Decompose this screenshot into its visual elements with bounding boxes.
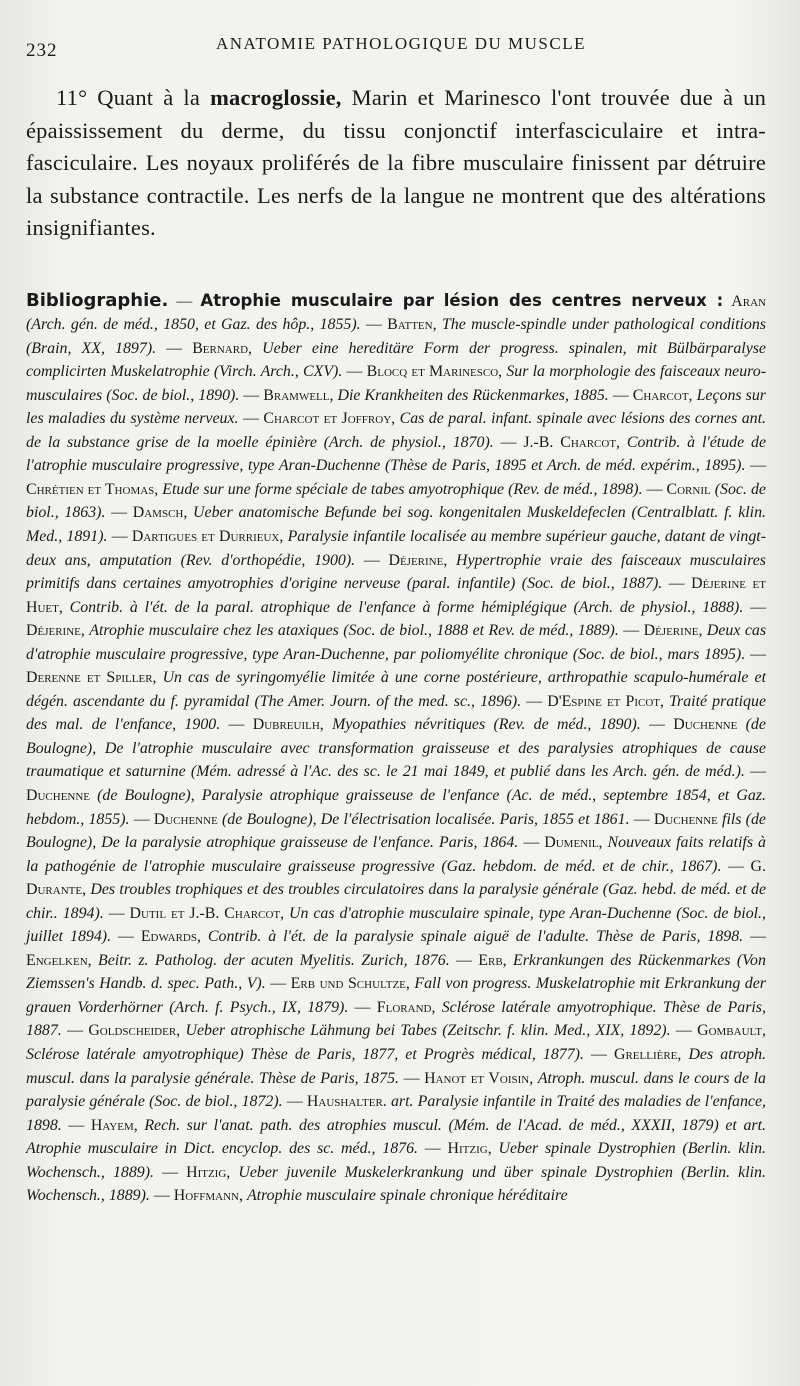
entry-author: Hanot et Voisin,	[424, 1069, 534, 1087]
running-head	[26, 30, 766, 70]
entry-text: Ueber juvenile Muskelerkrankung und über spinale Dystrophien (Berlin. klin. Wochensch., 1889).	[26, 1163, 766, 1205]
entry-author: Grellière,	[613, 1046, 682, 1063]
entry-author: Haushalter.	[306, 1093, 387, 1111]
entry-text: Atrophie musculaire spinale chronique héréditaire	[246, 1187, 568, 1205]
entry-author: Erb und Schultze,	[290, 975, 410, 993]
entry-author: Déjerine,	[643, 622, 703, 640]
entry-author: G. Durante,	[26, 857, 766, 899]
entry-text: (Soc. de biol., 1863).	[26, 480, 766, 522]
entry-separator: —	[500, 433, 517, 451]
entry-text: fils (de Boulogne), De la paralysie atrophique graisseuse de l'enfance. Paris, 1864.	[26, 810, 766, 852]
entry-text: Die Krankheiten des Rückenmarkes, 1885.	[337, 386, 609, 404]
bibliography	[26, 289, 766, 1208]
entry-text: Atroph. muscul. dans le cours de la paralysie générale (Soc. de biol., 1872).	[26, 1069, 766, 1111]
entry-separator: —	[270, 975, 287, 993]
entry-text: Contrib. à l'étude de l'atrophie musculaire progressive, type Aran-Duchenne (Thèse de Paris, 1895 et Arch. de méd. expérim., 1895).	[26, 433, 767, 475]
entry-separator: —	[649, 716, 665, 734]
entry-text: Sur la morphologie des faisceaux neuro-musculaires (Soc. de biol., 1890).	[26, 363, 766, 404]
bibliography-heading: Bibliographie.	[26, 289, 169, 311]
entry-author: Florand,	[376, 998, 436, 1016]
entry-separator: —	[133, 810, 150, 828]
entry-author: Hitzig,	[447, 1140, 492, 1158]
entry-author: Goldscheider,	[88, 1022, 181, 1040]
entry-separator: —	[108, 904, 125, 922]
bibliography-entry	[150, 1187, 568, 1204]
entry-text: Paralysie infantile localisée au membre supérieur gauche, datant de vingt-deux ans, amputation (Rev. d'orthopédie, 1900).	[26, 527, 766, 569]
entry-separator: —	[67, 1022, 83, 1040]
entry-separator: —	[526, 692, 543, 710]
entry-text: (de Boulogne), De l'atrophie musculaire avec transformation graisseuse et des paralysies atrophiques de cause traumatique et saturnine (Mém. adressé à l'Ac. des sc. le 21 mai 1849, et publié dans les Arch. gén. de méd.).	[26, 716, 766, 781]
item-number: 11°	[56, 85, 88, 110]
entry-text: (Arch. gén. de méd., 1850, et Gaz. des hôp., 1855).	[26, 316, 361, 334]
entry-author: Cornil	[666, 480, 711, 498]
intro-text: Marin et Marinesco l'ont trouvée due à un épaississement du derme, du tissu conjonctif interfasciculaire et intra-fasciculaire. Les noyaux proliférés de la fibre musculaire finissent par détruire la substance contractile. Les nerfs de la langue ne montrent que des altérations insignifiantes.	[26, 85, 767, 240]
entry-text: Des atroph. muscul. dans la paralysie générale. Thèse de Paris, 1875.	[26, 1046, 766, 1087]
entry-separator: —	[162, 1163, 178, 1181]
entry-text: Fall von progress. Muskelatrophie mit Erkrankung der grauen Vorderhörner (Arch. f. Psych., IX, 1879).	[26, 975, 766, 1016]
entry-separator: —	[424, 1140, 441, 1158]
entry-author: Hayem,	[90, 1116, 138, 1134]
entry-author: Duchenne	[153, 810, 218, 828]
entry-separator: —	[612, 386, 629, 404]
entry-text: Contrib. à l'ét. de la paralysie spinale aiguë de l'adulte. Thèse de Paris, 1898.	[207, 928, 744, 946]
entry-text: Rech. sur l'anat. path. des atrophies muscul. (Mém. de l'Acad. de méd., XXXII, 1879) et art. Atrophie musculaire in Dict. encyclop. des sc. méd., 1876.	[26, 1116, 766, 1158]
entry-author: Blocq et Marinesco,	[366, 363, 503, 381]
entry-text: Des troubles trophiques et des troubles circulatoires dans la paralysie générale (Gaz. hebd. de méd. et de chir.. 1894).	[26, 881, 766, 922]
entry-text: Sclérose latérale amyotrophique. Thèse de Paris, 1887.	[26, 998, 766, 1040]
entry-author: Damsch,	[132, 504, 188, 522]
entry-author: Batten,	[387, 316, 437, 334]
bibliography-entries	[26, 290, 767, 1205]
entry-text: Ueber anatomische Befunde bei sog. kongenitalen Muskeldefeclen (Centralblatt. f. klin. Med., 1891).	[26, 504, 766, 545]
entry-separator: —	[68, 1116, 85, 1134]
entry-separator: —	[750, 763, 766, 781]
entry-separator: —	[750, 928, 766, 946]
entry-separator: —	[242, 410, 259, 428]
entry-separator: —	[111, 504, 128, 522]
entry-text: Beitr. z. Patholog. der acuten Myelitis. Zurich, 1876.	[97, 951, 450, 969]
entry-separator: —	[346, 363, 363, 381]
entry-author: Bramwell,	[263, 386, 334, 404]
entry-separator: —	[591, 1046, 607, 1063]
entry-separator: —	[675, 1022, 692, 1040]
entry-author: Engelken,	[26, 951, 92, 969]
entry-text: Etude sur une forme spéciale de tabes amyotrophique (Rev. de méd., 1898).	[162, 480, 643, 498]
entry-separator: —	[111, 527, 128, 545]
entry-author: Dubreuilh,	[252, 716, 324, 734]
bibliography-entry	[220, 716, 641, 733]
entry-author: Duchenne	[26, 786, 91, 804]
entry-separator: —	[363, 551, 380, 569]
entry-separator: —	[456, 951, 472, 969]
entry-text: Sclérose latérale amyotrophique) Thèse de Paris, 1877, et Progrès médical, 1877).	[26, 1046, 584, 1063]
entry-author: Déjerine et Huet,	[26, 575, 766, 616]
entry-separator: —	[286, 1093, 303, 1111]
entry-author: Derenne et Spiller,	[26, 669, 157, 687]
entry-text: Deux cas d'atrophie musculaire progressive, type Aran-Duchenne, par poliomyélite chronique (Soc. de biol., mars 1895).	[26, 622, 767, 663]
entry-author: J.-B. Charcot,	[523, 433, 621, 451]
entry-author: Duchenne	[673, 716, 738, 734]
entry-separator: —	[750, 457, 766, 475]
entry-separator: —	[668, 575, 685, 593]
entry-text: art. Paralysie infantile in Traité des maladies de l'enfance, 1898.	[26, 1093, 766, 1134]
entry-text: Traité pratique des mal. de l'enfance, 1900.	[26, 692, 766, 734]
entry-separator: —	[228, 716, 245, 734]
entry-text: Erkrankungen des Rückenmarkes (Von Ziemssen's Handb. d. spec. Path., V).	[26, 951, 766, 993]
entry-text: Contrib. à l'ét. de la paral. atrophique de l'enfance à forme hémiplégique (Arch. de physiol., 1888).	[69, 598, 744, 616]
entry-author: Hitzig,	[186, 1163, 231, 1181]
entry-text: Atrophie musculaire chez les ataxiques (Soc. de biol., 1888 et Rev. de méd., 1889).	[89, 622, 619, 640]
intro-term: macroglossie,	[210, 85, 342, 110]
entry-author: Gombault,	[697, 1022, 766, 1040]
entry-author: Dumenil,	[544, 834, 603, 852]
entry-separator: —	[153, 1187, 170, 1205]
entry-text: Nouveaux faits relatifs à la pathogénie de l'atrophie musculaire graisseuse progressive (Gaz. hebdom. de méd. et de chir., 1867).	[26, 834, 766, 875]
entry-text: (de Boulogne), De l'électrisation localisée. Paris, 1855 et 1861.	[221, 810, 630, 828]
entry-author: Charcot et Joffroy,	[263, 410, 396, 428]
entry-author: Déjerine,	[26, 622, 85, 640]
bibliography-entry	[111, 928, 743, 945]
entry-text: (de Boulogne), Paralysie atrophique graisseuse de l'enfance (Ac. de méd., septembre 1854, et Gaz. hebdom., 1855).	[26, 786, 766, 828]
entry-separator: —	[646, 480, 663, 498]
entry-author: Déjerine,	[388, 551, 448, 569]
entry-author: Bernard,	[192, 339, 252, 357]
bibliography-subject: Atrophie musculaire par lésion des centres nerveux :	[200, 290, 724, 310]
entry-text: Leçons sur les maladies du système nerveux.	[26, 386, 766, 428]
intro-paragraph	[26, 82, 766, 245]
entry-text: Ueber atrophische Lähmung bei Tabes (Zeitschr. f. klin. Med., XIX, 1892).	[185, 1022, 671, 1040]
entry-text: Un cas d'atrophie musculaire spinale, type Aran-Duchenne (Soc. de biol., juillet 1894).	[26, 904, 767, 946]
entry-separator: —	[523, 834, 540, 852]
entry-author: Hoffmann,	[173, 1187, 243, 1205]
bibliography-entry	[239, 387, 608, 404]
intro-quant: Quant à la	[97, 85, 201, 110]
entry-separator: —	[166, 339, 183, 357]
page-number: 232	[26, 40, 58, 61]
entry-separator: —	[750, 598, 766, 616]
entry-separator: —	[633, 810, 650, 828]
entry-separator: —	[243, 386, 260, 404]
entry-text: Cas de paral. infant. spinale avec lésions des cornes ant. de la substance grise de la moelle épinière (Arch. de physiol., 1870).	[26, 410, 766, 451]
entry-text: Hypertrophie vraie des faisceaux musculaires primitifs dans certaines amyotrophies d'origine nerveuse (paral. infantile) (Soc. de biol., 1887).	[26, 551, 766, 593]
entry-author: Aran	[731, 292, 766, 310]
entry-text: Myopathies névritiques (Rev. de méd., 1890).	[332, 716, 641, 734]
entry-text: Ueber spinale Dystrophien (Berlin. klin. Wochensch., 1889).	[26, 1140, 766, 1181]
entry-separator: —	[728, 857, 744, 875]
entry-author: Duchenne	[653, 810, 718, 828]
entry-author: Charcot,	[632, 386, 693, 404]
entry-separator: —	[623, 622, 640, 640]
entry-separator: —	[365, 316, 382, 334]
entry-author: Dartigues et Durrieux,	[131, 527, 284, 545]
entry-author: Edwards,	[140, 928, 201, 946]
entry-separator: —	[118, 928, 134, 946]
entry-author: D'Espine et Picot,	[547, 692, 664, 710]
entry-text: The muscle-spindle under pathological conditions (Brain, XX, 1897).	[26, 316, 766, 357]
entry-author: Chrétien et Thomas,	[26, 480, 159, 498]
entry-text: Ueber eine hereditäre Form der progress. spinalen, mit Bülbärparalyse complicirten Muskelatrophie (Virch. Arch., CXV).	[26, 339, 766, 381]
running-title: ANATOMIE PATHOLOGIQUE DU MUSCLE	[216, 34, 586, 53]
bibliography-entry	[130, 811, 630, 828]
bibliography-entry	[62, 1022, 671, 1039]
bibliography-dash: —	[176, 292, 193, 310]
entry-author: Dutil et J.-B. Charcot,	[129, 904, 285, 922]
entry-separator: —	[403, 1069, 420, 1087]
entry-author: Erb,	[478, 951, 507, 969]
entry-separator: —	[354, 998, 371, 1016]
entry-separator: —	[750, 645, 766, 663]
entry-text: Un cas de syringomyélie limitée à une corne postérieure, arthropathie scapulo-humérale et dégén. ascendante du f. pyramidal (The Amer. Journ. of the med. sc., 1896).	[26, 669, 767, 710]
